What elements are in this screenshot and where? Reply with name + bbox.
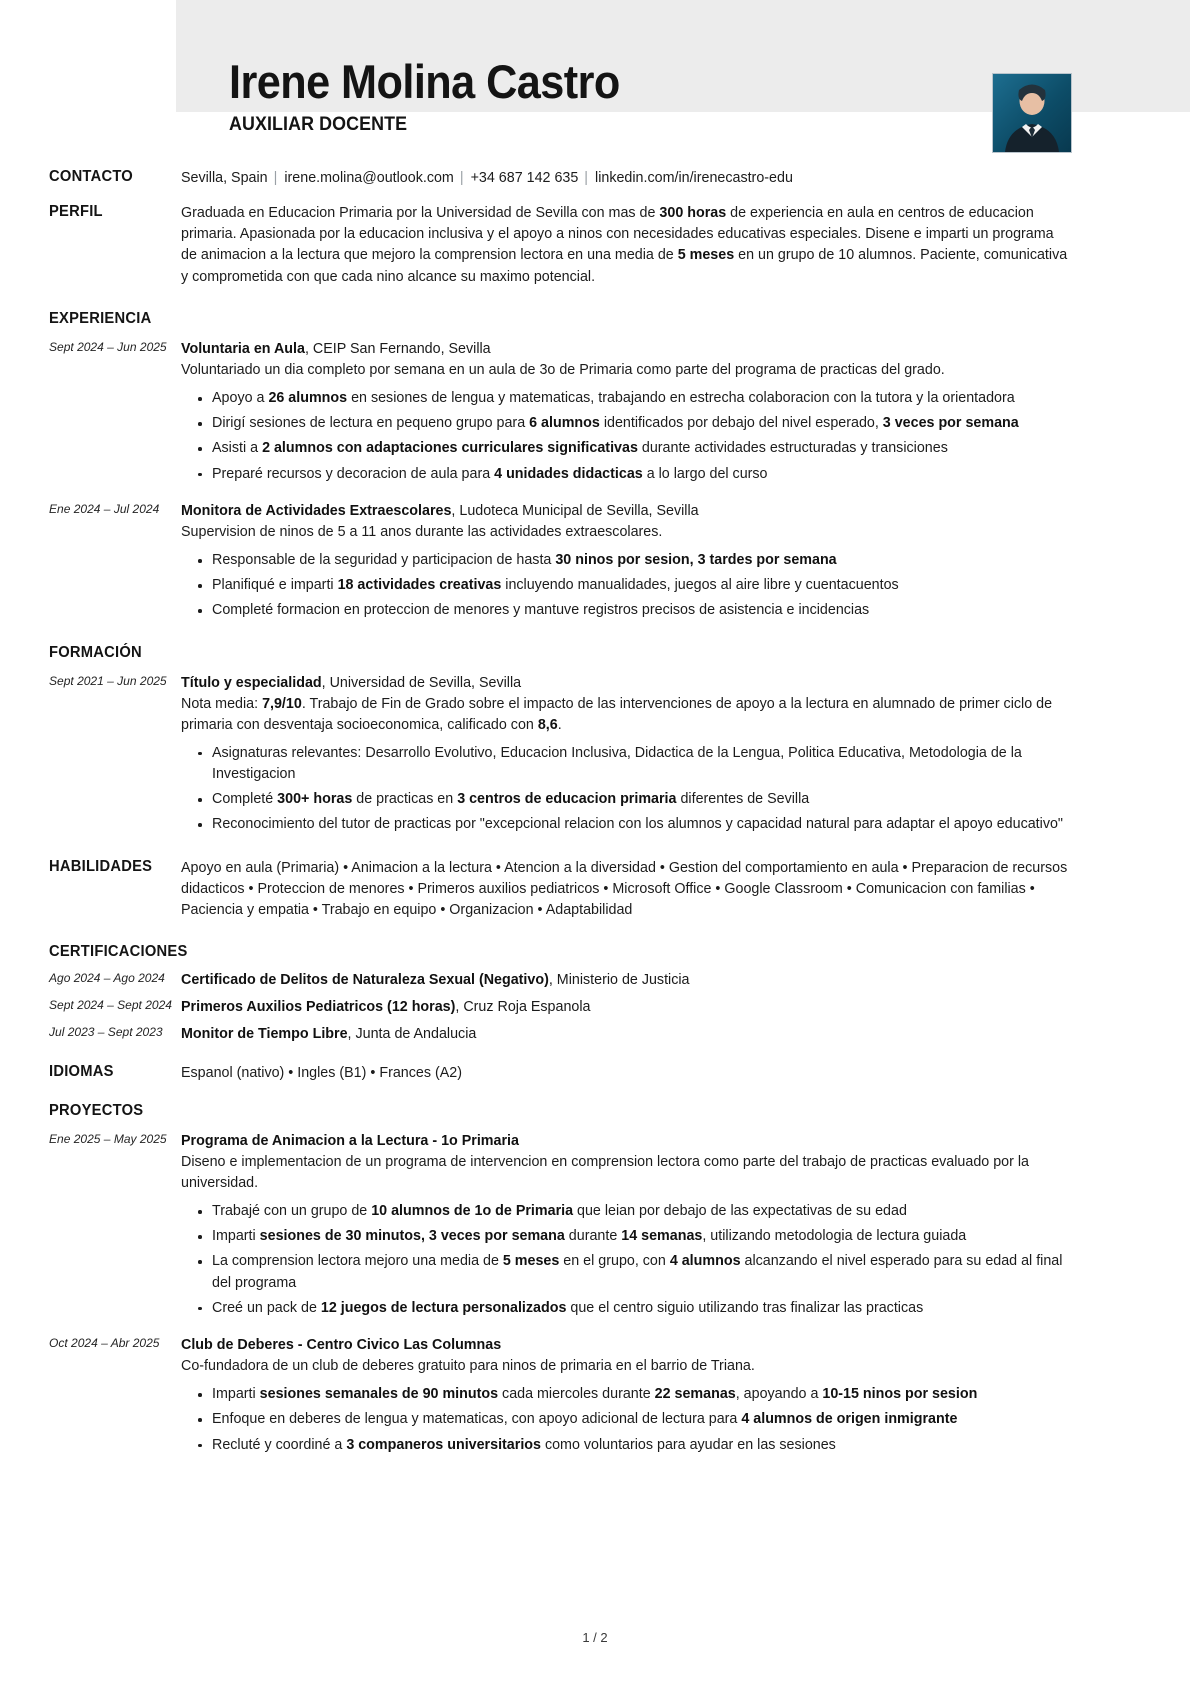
profile-body	[181, 203, 1190, 288]
list-item: Imparti sesiones semanales de 90 minutos cada miercoles durante 22 semanas, apoyando a 10-15 ninos por sesion	[212, 1384, 1072, 1405]
section-habilidades	[0, 858, 1190, 921]
list-item: Creé un pack de 12 juegos de lectura personalizados que el centro siguio utilizando tras finalizar las practicas	[212, 1298, 1072, 1319]
profile-text-1: Graduada en Educacion Primaria por la Universidad de Sevilla con mas de	[181, 205, 660, 222]
section-label-idiomas-col	[0, 1063, 181, 1081]
experience-entry-head	[181, 339, 1072, 360]
list-item: Trabajé con un grupo de 10 alumnos de 1o de Primaria que leian por debajo de las expectativas de su edad	[212, 1201, 1072, 1222]
experience-entry-body	[181, 501, 1190, 622]
section-heading-experiencia	[0, 310, 1190, 328]
certification-row	[0, 1024, 1190, 1045]
project-bullet-list	[181, 1384, 1072, 1455]
avatar	[992, 73, 1072, 153]
experience-entry	[0, 501, 1190, 622]
certification-body	[181, 1024, 1190, 1045]
section-heading-proyectos	[0, 1102, 1190, 1120]
list-item: Preparé recursos y decoracion de aula para 4 unidades didacticas a lo largo del curso	[212, 464, 1072, 485]
section-label-contacto: CONTACTO	[49, 168, 133, 185]
education-bullet-list	[181, 743, 1072, 836]
education-entry-head	[181, 673, 1072, 694]
page-footer	[0, 1630, 1190, 1645]
section-label-certificaciones: CERTIFICACIONES	[49, 943, 188, 961]
education-degree: Título y especialidad	[181, 674, 322, 691]
experience-job-title: Monitora de Actividades Extraescolares	[181, 502, 452, 519]
portrait-photo-icon	[993, 74, 1071, 152]
section-label-contacto-col	[0, 168, 181, 186]
certification-issuer: , Ministerio de Justicia	[548, 972, 690, 989]
section-label-experiencia-col	[0, 310, 181, 328]
list-item: Dirigí sesiones de lectura en pequeno grupo para 6 alumnos identificados por debajo del nivel esperado, 3 veces por semana	[212, 413, 1072, 434]
section-heading-formacion	[0, 644, 1190, 662]
certification-body	[181, 970, 1190, 991]
languages-list: Espanol (nativo) • Ingles (B1) • Frances (A2)	[181, 1064, 462, 1081]
experience-organization: , Ludoteca Municipal de Sevilla, Sevilla	[451, 502, 699, 519]
project-bullet-list	[181, 1201, 1072, 1319]
list-item: Reconocimiento del tutor de practicas por "excepcional relacion con los alumnos y capacidad natural para adaptar el apoyo educativo"	[212, 814, 1072, 835]
certification-body	[181, 997, 1190, 1018]
profile-paragraph	[181, 203, 1072, 288]
project-date-col	[0, 1335, 181, 1352]
project-summary: Co-fundadora de un club de deberes gratuito para ninos de primaria en el barrio de Triana.	[181, 1358, 755, 1375]
contact-line	[181, 168, 1072, 189]
project-title: Club de Deberes - Centro Civico Las Columnas	[181, 1336, 502, 1353]
section-label-certificaciones-col	[0, 943, 188, 961]
list-item: Enfoque en deberes de lengua y matematicas, con apoyo adicional de lectura para 4 alumnos de origen inmigrante	[212, 1409, 1072, 1430]
experience-summary: Supervision de ninos de 5 a 11 anos durante las actividades extraescolares.	[181, 523, 663, 540]
experience-bullet-list	[181, 388, 1072, 485]
education-summary: Nota media: 7,9/10. Trabajo de Fin de Grado sobre el impacto de las intervenciones de apoyo a la lectura en alumnado de primer ciclo de primaria con desventaja socioeconomica, calificado con 8,6.	[181, 695, 1053, 733]
profile-text-3: en un grupo de 10 alumnos. Paciente, comunicativa y comprometida con que cada nino alcance su maximo potencial.	[181, 247, 1068, 285]
section-heading-certificaciones	[0, 943, 1190, 961]
project-summary: Diseno e implementacion de un programa de intervencion en comprension lectora como parte del trabajo de practicas evaluado por la universidad.	[181, 1153, 1029, 1191]
section-label-proyectos-col	[0, 1102, 181, 1120]
project-entry-body	[181, 1131, 1190, 1319]
section-perfil	[0, 203, 1190, 288]
page-indicator: 1 / 2	[582, 1630, 608, 1645]
list-item: Imparti sesiones de 30 minutos, 3 veces por semana durante 14 semanas, utilizando metodologia de lectura guiada	[212, 1226, 1072, 1247]
education-date-col	[0, 673, 181, 690]
certification-dates: Sept 2024 – Sept 2024	[49, 998, 172, 1013]
education-gpa: 7,9/10	[262, 695, 302, 712]
section-label-perfil: PERFIL	[49, 203, 103, 221]
experience-entry-body	[181, 339, 1190, 485]
contact-divider-1: |	[273, 170, 278, 186]
job-title: AUXILIAR DOCENTE	[229, 114, 408, 135]
certification-dates: Jul 2023 – Sept 2023	[49, 1025, 163, 1040]
section-label-habilidades-col	[0, 858, 181, 876]
experience-bullet-list	[181, 550, 1072, 621]
education-thesis-grade: 8,6	[537, 716, 558, 733]
education-institution: , Universidad de Sevilla, Sevilla	[321, 674, 522, 691]
experience-date-col	[0, 339, 181, 356]
section-contacto	[0, 168, 1190, 189]
certification-date-col	[0, 1024, 181, 1041]
profile-text-2: de experiencia en aula en centros de educacion primaria. Apasionada por la educacion inclusiva y el apoyo a ninos con necesidades educativas especiales. Disene e imparti un programa de animacion a la lectura que mejoro la comprension lectora en una media de	[181, 205, 1054, 264]
skills-list: Apoyo en aula (Primaria) • Animacion a la lectura • Atencion a la diversidad • Gestion del comportamiento en aula • Preparacion de recursos didacticos • Proteccion de menores • Primeros auxilios pediatricos • Microsoft Office • Google Classroom • Comunicacion con familias • Paciencia y empatia • Trabajo en equipo • Organizacion • Adaptabilidad	[181, 859, 1068, 918]
section-label-formacion-col	[0, 644, 181, 662]
list-item: Asignaturas relevantes: Desarrollo Evolutivo, Educacion Inclusiva, Didactica de la Lengua, Politica Educativa, Metodologia de la Investigacion	[212, 743, 1072, 785]
skills-body	[181, 858, 1190, 921]
contact-divider-3: |	[584, 170, 589, 186]
section-label-perfil-col	[0, 203, 181, 221]
education-entry	[0, 673, 1190, 836]
experience-entry-head	[181, 501, 1072, 522]
education-entry-body	[181, 673, 1190, 836]
certification-title: Primeros Auxilios Pediatricos (12 horas)	[181, 999, 456, 1016]
experience-dates: Ene 2024 – Jul 2024	[49, 501, 160, 516]
contact-linkedin[interactable]: linkedin.com/in/irenecastro-edu	[595, 170, 793, 186]
page-title: Irene Molina Castro	[229, 55, 620, 108]
project-dates: Ene 2025 – May 2025	[49, 1131, 167, 1146]
project-date-col	[0, 1131, 181, 1148]
experience-dates: Sept 2024 – Jun 2025	[49, 339, 167, 354]
contact-details	[181, 168, 1190, 189]
list-item: La comprension lectora mejoro una media de 5 meses en el grupo, con 4 alumnos alcanzando el nivel esperado para su edad al final del programa	[212, 1251, 1072, 1293]
list-item: Completé formacion en proteccion de menores y mantuve registros precisos de asistencia e incidencias	[212, 600, 1072, 621]
certification-date-col	[0, 997, 181, 1014]
project-entry-body	[181, 1335, 1190, 1456]
list-item: Planifiqué e imparti 18 actividades creativas incluyendo manualidades, juegos al aire libre y cuentacuentos	[212, 575, 1072, 596]
experience-job-title: Voluntaria en Aula	[181, 340, 305, 357]
list-item: Asisti a 2 alumnos con adaptaciones curriculares significativas durante actividades estructuradas y transiciones	[212, 438, 1072, 459]
certification-row	[0, 970, 1190, 991]
experience-summary: Voluntariado un dia completo por semana en un aula de 3o de Primaria como parte del programa de practicas del grado.	[181, 361, 945, 378]
section-label-proyectos: PROYECTOS	[49, 1101, 144, 1119]
languages-body	[181, 1063, 1190, 1084]
project-title: Programa de Animacion a la Lectura - 1o Primaria	[181, 1132, 519, 1149]
education-dates: Sept 2021 – Jun 2025	[49, 673, 167, 688]
certification-row	[0, 997, 1190, 1018]
profile-highlight-months: 5 meses	[677, 247, 735, 264]
certification-date-col	[0, 970, 181, 987]
list-item: Responsable de la seguridad y participacion de hasta 30 ninos por sesion, 3 tardes por semana	[212, 550, 1072, 571]
certification-issuer: , Cruz Roja Espanola	[455, 999, 591, 1016]
certification-title: Monitor de Tiempo Libre	[181, 1026, 348, 1043]
list-item: Recluté y coordiné a 3 companeros universitarios como voluntarios para ayudar en las sesiones	[212, 1435, 1072, 1456]
section-label-formacion: FORMACIÓN	[49, 643, 142, 661]
certification-title: Certificado de Delitos de Naturaleza Sexual (Negativo)	[181, 972, 549, 989]
project-entry	[0, 1335, 1190, 1456]
certification-issuer: , Junta de Andalucia	[347, 1026, 477, 1043]
list-item: Completé 300+ horas de practicas en 3 centros de educacion primaria diferentes de Sevilla	[212, 789, 1072, 810]
project-dates: Oct 2024 – Abr 2025	[49, 1335, 160, 1350]
section-idiomas	[0, 1063, 1190, 1084]
section-label-idiomas: IDIOMAS	[49, 1062, 114, 1080]
contact-email[interactable]: irene.molina@outlook.com	[284, 170, 454, 186]
experience-organization: , CEIP San Fernando, Sevilla	[304, 340, 491, 357]
project-entry	[0, 1131, 1190, 1319]
contact-phone[interactable]: +34 687 142 635	[470, 170, 579, 186]
section-label-experiencia: EXPERIENCIA	[49, 309, 152, 327]
experience-date-col	[0, 501, 181, 518]
experience-entry	[0, 339, 1190, 485]
contact-divider-2: |	[459, 170, 464, 186]
resume-header	[0, 0, 1190, 158]
section-label-habilidades: HABILIDADES	[49, 857, 153, 875]
certification-dates: Ago 2024 – Ago 2024	[49, 971, 165, 986]
list-item: Apoyo a 26 alumnos en sesiones de lengua y matematicas, trabajando en estrecha colaboracion con la tutora y la orientadora	[212, 388, 1072, 409]
profile-highlight-hours: 300 horas	[659, 205, 727, 222]
contact-location: Sevilla, Spain	[181, 170, 268, 186]
